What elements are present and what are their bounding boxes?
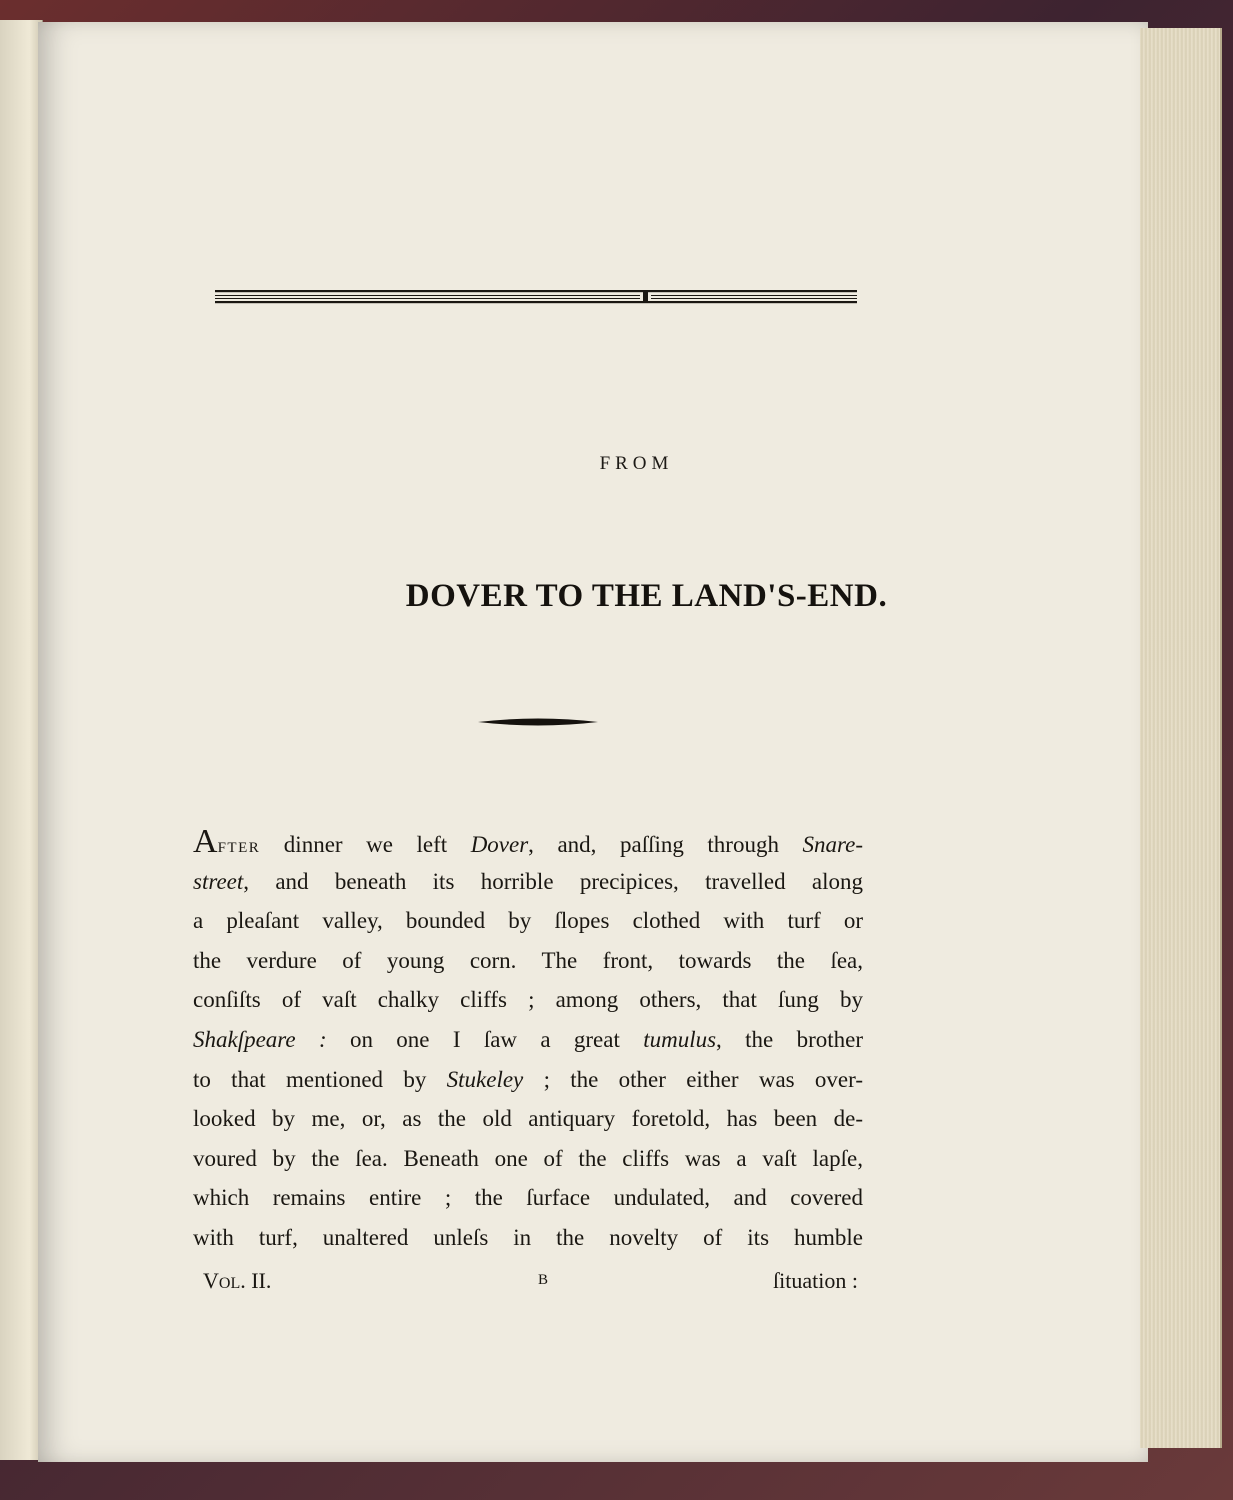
chapter-title: DOVER TO THE LAND'S-END. <box>405 578 888 614</box>
catchword: ſituation : <box>773 1268 858 1293</box>
swell-rule-ornament <box>478 714 598 730</box>
volume-label: VOL. II. <box>203 1268 272 1293</box>
double-rule-ornament <box>215 288 857 306</box>
text-line: conſiſts of vaſt chalky cliffs ; among others, that ſung by <box>193 987 863 1013</box>
heading-from: FROM <box>599 453 674 474</box>
text-line: voured by the ſea. Beneath one of the cliffs was a vaſt lapſe, <box>193 1145 863 1171</box>
text-line: which remains entire ; the ſurface undulated, and covered <box>193 1185 863 1211</box>
page-block-edges <box>1140 28 1222 1448</box>
text-line: Shakſpeare : on one I ſaw a great tumulus, the brother <box>193 1026 863 1052</box>
text-line: looked by me, or, as the old antiquary foretold, has been de- <box>193 1106 863 1132</box>
body-text <box>193 822 863 1258</box>
signature-mark: B <box>538 1272 549 1288</box>
text-line: to that mentioned by Stukeley ; the other either was over- <box>193 1066 863 1092</box>
text-line: AFTER dinner we left Dover, and, paſſing through Snare- <box>193 823 863 860</box>
text-line: street, and beneath its horrible precipices, travelled along <box>193 868 863 894</box>
text-line: the verdure of young corn. The front, towards the ſea, <box>193 947 863 973</box>
drop-capital: A <box>193 823 218 860</box>
facing-page-edge <box>0 20 43 1460</box>
page-footer <box>193 1268 858 1304</box>
text-line: a pleaſant valley, bounded by ſlopes clothed with turf or <box>193 908 863 934</box>
text-line: with turf, unaltered unleſs in the novelty of its humble <box>193 1224 863 1250</box>
